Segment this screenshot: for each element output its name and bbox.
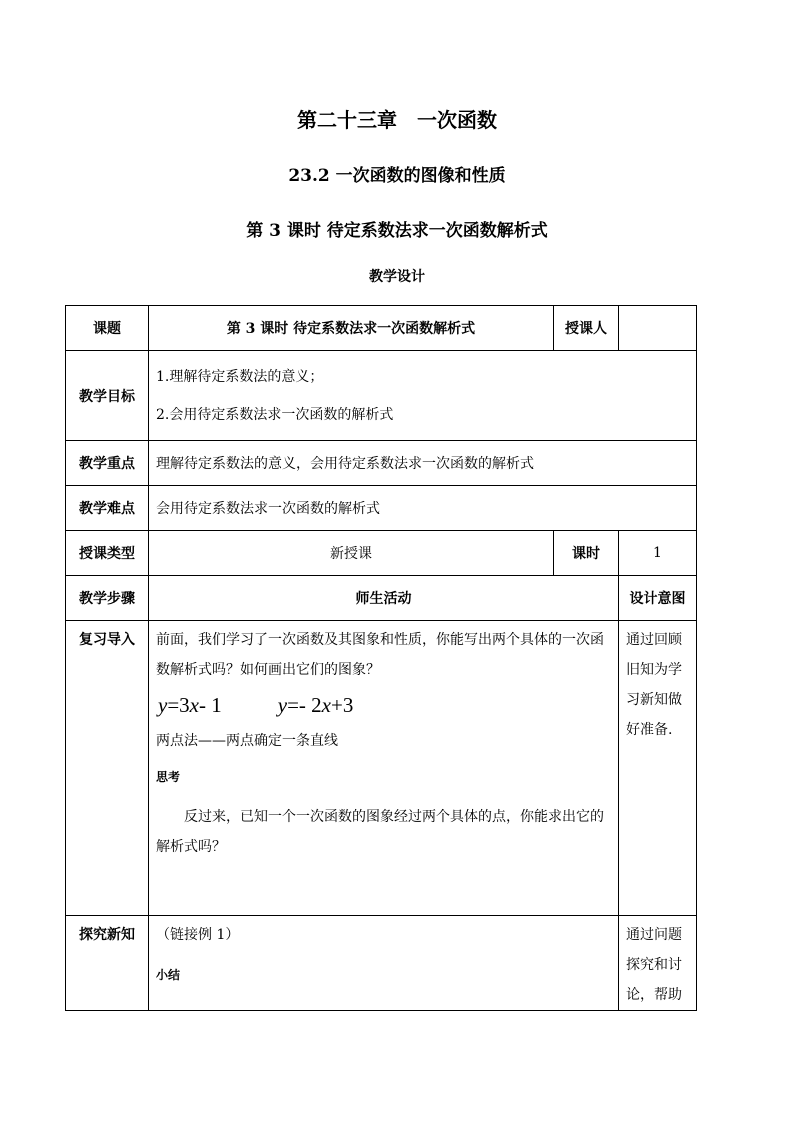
row-class-type xyxy=(66,531,697,576)
explore-intent-text: 通过问题探究和讨论，帮助 xyxy=(626,927,682,1003)
doc-type-title: 教学设计 xyxy=(369,269,425,285)
review-activity-cell xyxy=(149,621,619,916)
review-question: 反过来，已知一个一次函数的图象经过两个具体的点，你能求出它的解析式吗？ xyxy=(156,809,604,855)
row-key-point xyxy=(66,441,697,486)
topic-label: 课题 xyxy=(66,306,149,351)
explore-label: 探究新知 xyxy=(66,916,149,1011)
row-topic xyxy=(66,306,697,351)
row-steps-header xyxy=(66,576,697,621)
goals-cell xyxy=(149,351,697,441)
summary-label: 小结 xyxy=(156,968,181,982)
section-title: 23.2 一次函数的图像和性质 xyxy=(288,166,506,186)
difficulty-value: 会用待定系数法求一次函数的解析式 xyxy=(149,486,697,531)
review-intent-text: 通过回顾旧知为学习新知做好准备. xyxy=(626,632,682,738)
hours-label: 课时 xyxy=(554,531,619,576)
difficulty-label: 教学难点 xyxy=(66,486,149,531)
formula2-y: y xyxy=(277,693,288,717)
formula2-rest: +3 xyxy=(331,693,354,717)
lesson-title: 第 3 课时 待定系数法求一次函数解析式 xyxy=(246,221,548,241)
review-formulas xyxy=(158,693,611,718)
class-type-value: 新授课 xyxy=(149,531,554,576)
review-label: 复习导入 xyxy=(66,621,149,916)
explore-intent xyxy=(619,916,697,1011)
row-goals xyxy=(66,351,697,441)
chapter-title: 第二十三章 一次函数 xyxy=(297,108,497,132)
review-intro: 前面，我们学习了一次函数及其图象和性质，你能写出两个具体的一次函数解析式吗？如何画出它们的图象？ xyxy=(156,632,604,678)
key-point-label: 教学重点 xyxy=(66,441,149,486)
explore-activity-cell xyxy=(149,916,619,1011)
hours-value: 1 xyxy=(619,531,697,576)
think-label: 思考 xyxy=(156,770,181,784)
formula1-x: x xyxy=(189,693,199,717)
formula1-y: y xyxy=(158,693,168,717)
row-review xyxy=(66,621,697,916)
class-type-label: 授课类型 xyxy=(66,531,149,576)
row-difficulty xyxy=(66,486,697,531)
goals-label: 教学目标 xyxy=(66,351,149,441)
topic-value: 第 3 课时 待定系数法求一次函数解析式 xyxy=(149,306,554,351)
steps-label: 教学步骤 xyxy=(66,576,149,621)
row-explore xyxy=(66,916,697,1011)
key-point-value: 理解待定系数法的意义，会用待定系数法求一次函数的解析式 xyxy=(149,441,697,486)
formula1-rest: - 1 xyxy=(199,693,222,717)
goal-item-1: 1.理解待定系数法的意义； xyxy=(156,368,324,385)
teacher-label: 授课人 xyxy=(554,306,619,351)
goal-item-2: 2.会用待定系数法求一次函数的解析式 xyxy=(156,406,394,423)
formula2-x: x xyxy=(321,693,331,717)
lesson-plan-table xyxy=(65,305,697,1011)
intent-label: 设计意图 xyxy=(619,576,697,621)
formula2-eq: =- 2 xyxy=(287,693,322,717)
review-method: 两点法——两点确定一条直线 xyxy=(156,733,338,749)
explore-link: （链接例 1） xyxy=(156,927,240,943)
review-intent xyxy=(619,621,697,916)
activity-label: 师生活动 xyxy=(149,576,619,621)
formula1-eq: =3 xyxy=(167,693,190,717)
teacher-value xyxy=(619,306,697,351)
